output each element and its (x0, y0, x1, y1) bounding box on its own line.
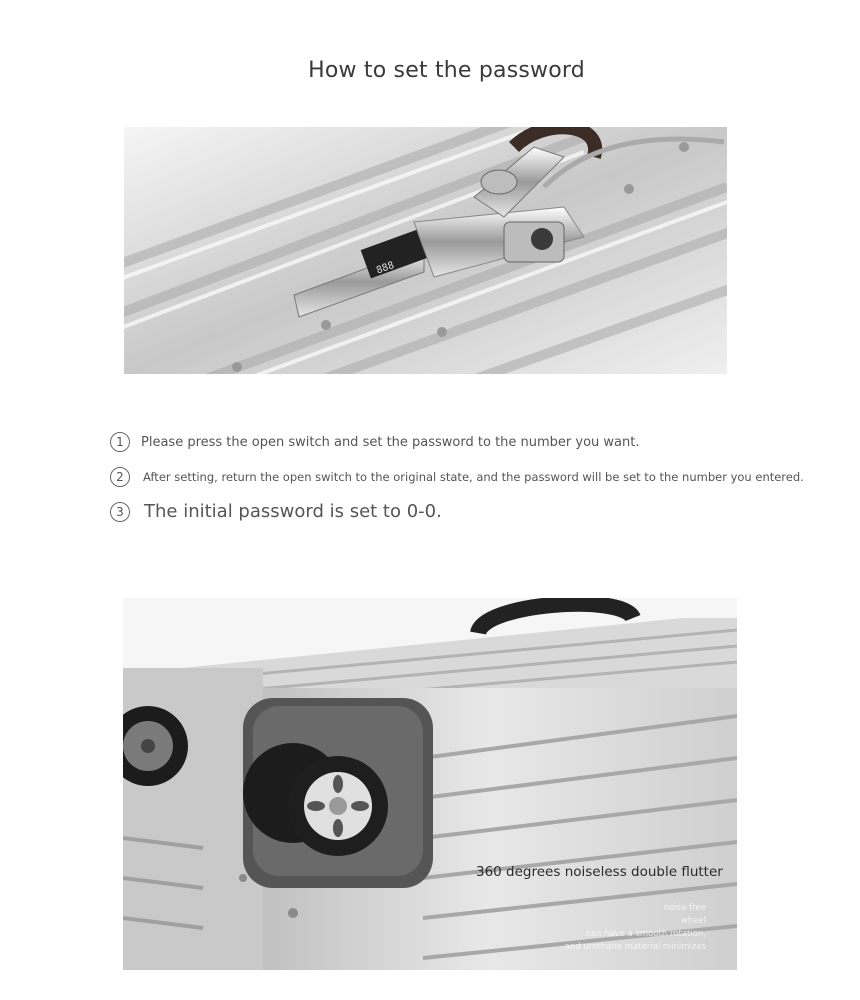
svg-text:888: 888 (375, 260, 396, 277)
lock-closeup-photo (124, 127, 727, 374)
step-text: After setting, return the open switch to the original state, and the password will be set to the number you entered. (143, 470, 804, 484)
step-text: Please press the open switch and set the password to the number you want. (141, 434, 640, 450)
step-2 (110, 467, 804, 487)
faded-description: noise-free wheel can have a smooth rotation, and urethane material minimizes (564, 903, 706, 952)
circled-number-icon: 1 (110, 432, 130, 452)
step-3 (110, 501, 442, 522)
circled-number-icon: 3 (110, 502, 130, 522)
page-title: How to set the password (308, 58, 585, 83)
circled-number-icon: 2 (110, 467, 130, 487)
step-text: The initial password is set to 0-0. (144, 501, 442, 522)
step-1 (110, 432, 640, 452)
wheels-caption: 360 degrees noiseless double flutter (476, 864, 723, 880)
